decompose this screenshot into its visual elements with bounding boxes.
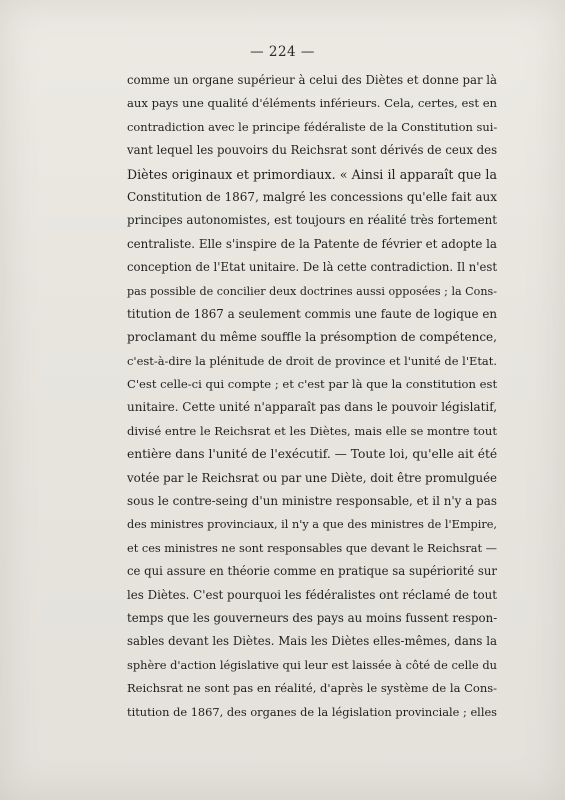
- text-line: comme un organe supérieur à celui des Diètes et donne par là: [127, 73, 497, 87]
- text-line: titution de 1867 a seulement commis une faute de logique en: [127, 306, 497, 321]
- text-line: des ministres provinciaux, il n'y a que des ministres de l'Empire,: [127, 518, 497, 532]
- text-line: C'est celle-ci qui compte ; et c'est par là que la constitution est: [127, 377, 498, 392]
- text-line: sphère d'action législative qui leur est laissée à côté de celle du: [127, 657, 497, 672]
- text-line: c'est-à-dire la plénitude de droit de province et l'unité de l'Etat.: [127, 353, 497, 368]
- text-line: sables devant les Diètes. Mais les Diètes elles-mêmes, dans la: [127, 634, 497, 649]
- text-line: Reichsrat ne sont pas en réalité, d'après le système de la Cons-: [127, 681, 498, 696]
- text-line: contradiction avec le principe fédéraliste de la Constitution sui-: [127, 119, 498, 134]
- text-line: temps que les gouverneurs des pays au moins fussent respon-: [127, 610, 498, 625]
- page-number: — 224 —: [250, 44, 315, 60]
- text-line: Diètes originaux et primordiaux. « Ainsi il apparaît que la: [127, 166, 497, 182]
- text-line: les Diètes. C'est pourquoi les fédéralistes ont réclamé de tout: [127, 587, 497, 602]
- text-line: pas possible de concilier deux doctrines aussi opposées ; la Cons-: [127, 284, 497, 298]
- text-line: ce qui assure en théorie comme en pratique sa supériorité sur: [127, 564, 498, 579]
- text-line: Constitution de 1867, malgré les concessions qu'elle fait aux: [127, 189, 498, 204]
- text-line: divisé entre le Reichsrat et les Diètes, mais elle se montre tout: [127, 423, 497, 438]
- text-line: principes autonomistes, est toujours en réalité très fortement: [127, 213, 497, 228]
- text-line: conception de l'Etat unitaire. De là cette contradiction. Il n'est: [127, 260, 497, 275]
- text-line: vant lequel les pouvoirs du Reichsrat sont dérivés de ceux des: [127, 143, 498, 158]
- text-line: sous le contre-seing d'un ministre responsable, et il n'y a pas: [127, 494, 497, 509]
- text-line: proclamant du même souffle la présomption de compétence,: [127, 330, 497, 345]
- text-line: et ces ministres ne sont responsables que devant le Reichsrat —: [127, 540, 497, 555]
- text-line: entière dans l'unité de l'exécutif. — Toute loi, qu'elle ait été: [127, 447, 498, 462]
- text-line: aux pays une qualité d'éléments inférieurs. Cela, certes, est en: [127, 96, 497, 111]
- text-line: titution de 1867, des organes de la législation provinciale ; elles: [127, 704, 497, 719]
- text-line: votée par le Reichsrat ou par une Diète, doit être promulguée: [127, 470, 498, 485]
- text-line: unitaire. Cette unité n'apparaît pas dans le pouvoir législatif,: [127, 400, 497, 415]
- body-text: [127, 69, 497, 724]
- text-line: centraliste. Elle s'inspire de la Patente de février et adopte la: [127, 236, 497, 251]
